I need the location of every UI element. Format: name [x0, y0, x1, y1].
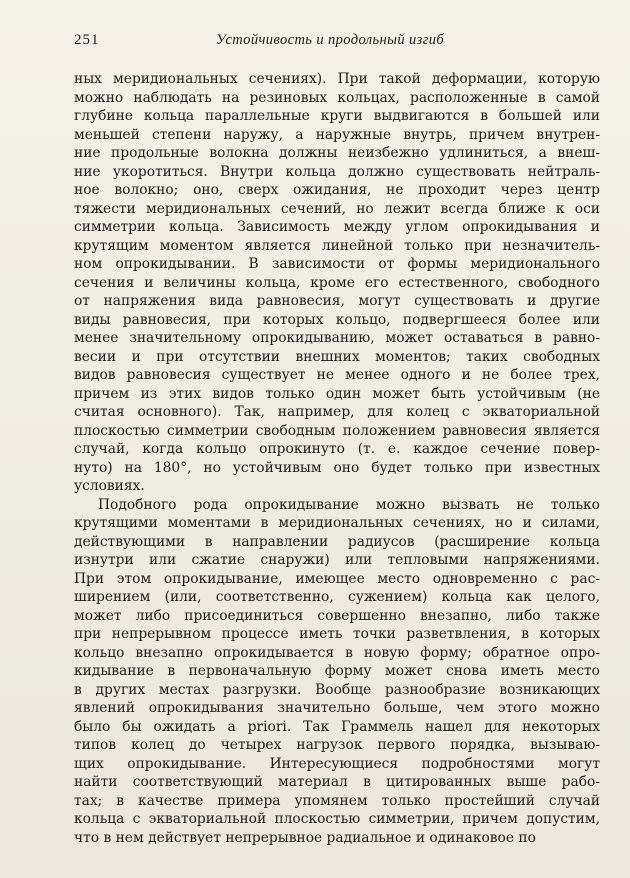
text-line: При этом опрокидывание, имеющее место одновременно с рас-: [74, 570, 600, 587]
text-line: что в нем действует непрерывное радиальное и одинаковое по: [74, 829, 536, 846]
text-line: плоскостью симметрии свободным положением равновесия является: [74, 422, 600, 439]
text-line: нуто) на 180°, но устойчивым оно будет только при известных: [74, 459, 600, 476]
text-line: ных меридиональных сечениях). При такой деформации, которую: [74, 71, 600, 87]
text-line: ние укоротиться. Внутри кольца должно существовать нейтраль-: [74, 163, 600, 180]
page-number: 251: [74, 32, 100, 48]
running-title: Устойчивость и продольный изгиб: [216, 32, 445, 48]
text-line: симметрии кольца. Зависимость между углом опрокидывания и: [74, 219, 600, 235]
text-line: щих опрокидывание. Интересующиеся подробностями могут: [74, 755, 600, 772]
text-line: глубине кольца параллельные круги выдвигаются в большей или: [74, 108, 600, 124]
text-line: видов равновесия существует не менее одного и не более трех,: [74, 367, 600, 383]
text-line: ное волокно; оно, сверх ожидания, не проходит через центр: [74, 182, 600, 198]
page-header: [74, 32, 594, 52]
text-line: весии и при отсутствии внешних моментов; таких свободных: [74, 348, 600, 365]
text-line: сечения и величины кольца, кроме его естественного, свободного: [74, 274, 600, 291]
text-line: типов колец до четырех нагрузок первого порядка, вызываю-: [74, 737, 600, 753]
text-line: было бы ожидать a priori. Так Граммель нашел для некоторых: [74, 718, 600, 735]
text-line: кольца с экваториальной плоскостью симметрии, причем допустим,: [74, 811, 600, 827]
text-line: кольцо внезапно опрокидывается в новую форму; обратное опро-: [74, 644, 600, 661]
text-line: кидывание в первоначальную форму может снова иметь место: [74, 663, 600, 679]
body-text: [74, 70, 600, 847]
text-line: Подобного рода опрокидывание можно вызвать не только: [98, 496, 600, 513]
text-line: меньшей степени наружу, а наружные внутрь, причем внутрен-: [74, 126, 600, 143]
text-line: от напряжения вида равновесия, могут существовать и другие: [74, 293, 600, 309]
text-line: найти соответствующий материал в цитированных выше рабо-: [74, 774, 600, 790]
text-line: крутящими моментами в меридиональных сечениях, но и силами,: [74, 515, 600, 531]
text-line: менее значительному опрокидыванию, может оставаться в равно-: [74, 330, 600, 346]
paragraph: [74, 70, 600, 496]
text-line: случай, когда кольцо опрокинуто (т. е. каждое сечение повер-: [74, 441, 600, 457]
text-line: тяжести меридиональных сечений, но лежит всегда ближе к оси: [74, 200, 600, 217]
text-line: явлений опрокидывания значительно больше, чем этого можно: [74, 700, 600, 716]
text-line: действующими в направлении радиусов (расширение кольца: [74, 533, 600, 550]
text-line: условиях.: [74, 478, 145, 494]
text-line: ном опрокидывании. В зависимости от формы меридионального: [74, 256, 600, 272]
text-line: может либо присоединиться совершенно внезапно, либо также: [74, 607, 600, 624]
text-line: при непрерывном процессе иметь точки разветвления, в которых: [74, 626, 600, 642]
paragraph: [74, 496, 600, 848]
text-line: тах; в качестве примера упомянем только простейший случай: [74, 792, 600, 809]
text-line: в других местах разгрузки. Вообще разнообразие возникающих: [74, 681, 600, 698]
text-line: изнутри или сжатие снаружи) или тепловыми напряжениями.: [74, 552, 600, 568]
text-line: причем из этих видов только один может быть устойчивым (не: [74, 385, 600, 402]
text-line: ние продольные волокна должны неизбежно удлиниться, а внеш-: [74, 145, 600, 161]
text-line: можно наблюдать на резиновых кольцах, расположенные в самой: [74, 89, 600, 106]
text-line: крутящим моментом является линейной только при незначитель-: [74, 237, 600, 254]
text-line: виды равновесия, при которых кольцо, подвергшееся более или: [74, 311, 600, 328]
text-line: ширением (или, соответственно, сужением) кольца как целого,: [74, 589, 600, 605]
text-line: считая основного). Так, например, для колец с экваториальной: [74, 404, 600, 420]
